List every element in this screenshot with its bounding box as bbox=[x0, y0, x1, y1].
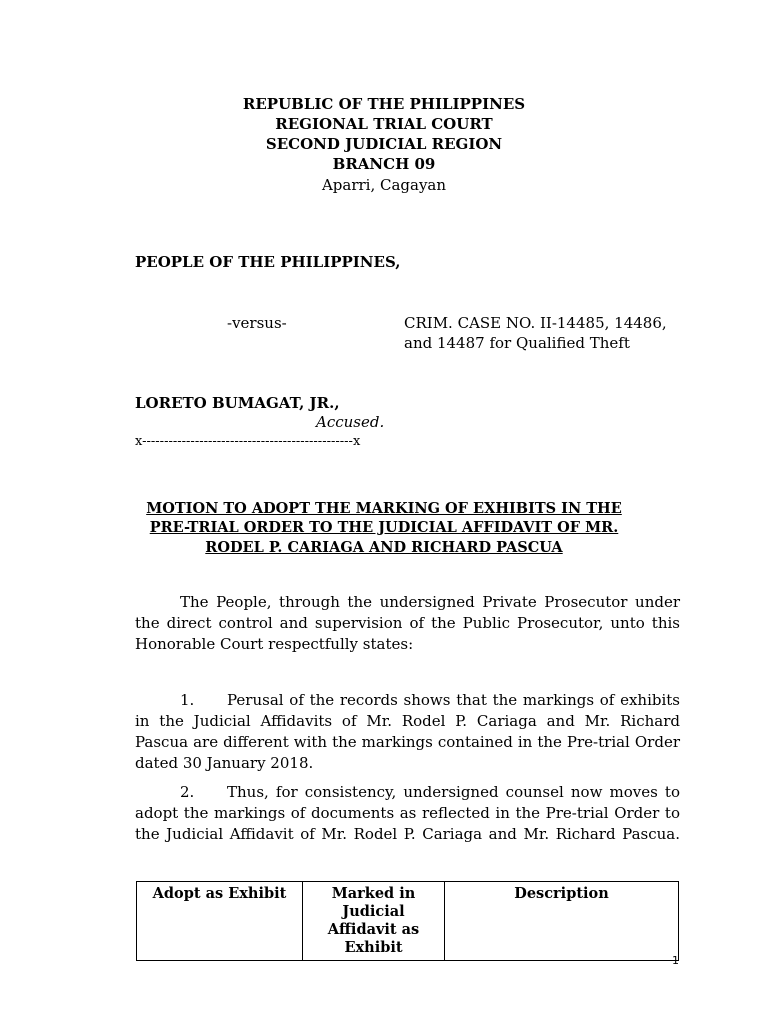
paragraph-line: Thus, for consistency, undersigned counsel now moves to bbox=[227, 783, 680, 801]
header-location: Aparri, Cagayan bbox=[321, 176, 447, 194]
motion-title-line3: RODEL P. CARIAGA AND RICHARD PASCUA bbox=[205, 539, 563, 556]
page-number: 1 bbox=[672, 954, 679, 967]
intro-line: the direct control and supervision of the Public Prosecutor, unto this bbox=[135, 614, 680, 632]
column-header-adopt: Adopt as Exhibit bbox=[137, 882, 303, 961]
paragraph-number: 1. bbox=[180, 691, 195, 709]
paragraph-line: Perusal of the records shows that the markings of exhibits bbox=[227, 691, 680, 709]
plaintiff-name: PEOPLE OF THE PHILIPPINES, bbox=[135, 253, 401, 271]
accused-name: LORETO BUMAGAT, JR., bbox=[135, 394, 340, 412]
header-region: SECOND JUDICIAL REGION bbox=[265, 135, 503, 153]
header-court: REGIONAL TRIAL COURT bbox=[275, 115, 493, 133]
paragraph-line: dated 30 January 2018. bbox=[135, 754, 314, 772]
header-republic: REPUBLIC OF THE PHILIPPINES bbox=[242, 95, 526, 113]
column-header-description: Description bbox=[445, 882, 679, 961]
intro-line: The People, through the undersigned Private Prosecutor under bbox=[180, 593, 680, 611]
exhibits-table bbox=[136, 881, 679, 961]
column-header-marked: Marked in Judicial Affidavit as Exhibit bbox=[303, 882, 445, 961]
paragraph-line: Pascua are different with the markings contained in the Pre-trial Order bbox=[135, 733, 680, 751]
paragraph-line: the Judicial Affidavit of Mr. Rodel P. Cariaga and Mr. Richard Pascua. bbox=[135, 825, 680, 843]
motion-title-line2: PRE-TRIAL ORDER TO THE JUDICIAL AFFIDAVIT OF MR. bbox=[149, 519, 619, 536]
case-number-line2: and 14487 for Qualified Theft bbox=[404, 334, 630, 352]
numbered-paragraph-1 bbox=[135, 690, 680, 774]
intro-paragraph bbox=[135, 592, 680, 655]
paragraph-line: in the Judicial Affidavits of Mr. Rodel P. Cariaga and Mr. Richard bbox=[135, 712, 680, 730]
intro-line: Honorable Court respectfully states: bbox=[135, 635, 414, 653]
case-number-line1: CRIM. CASE NO. II-14485, 14486, bbox=[404, 314, 667, 332]
versus-label: -versus- bbox=[227, 314, 287, 332]
accused-label: Accused. bbox=[316, 413, 385, 431]
numbered-paragraph-2 bbox=[135, 782, 680, 845]
header-branch: BRANCH 09 bbox=[332, 155, 436, 173]
caption-separator: x------------------------------------------------x bbox=[135, 434, 361, 449]
motion-title-line1: MOTION TO ADOPT THE MARKING OF EXHIBITS IN THE bbox=[146, 500, 622, 517]
paragraph-line: adopt the markings of documents as reflected in the Pre-trial Order to bbox=[135, 804, 680, 822]
table-header-row bbox=[137, 882, 679, 961]
paragraph-number: 2. bbox=[180, 783, 195, 801]
